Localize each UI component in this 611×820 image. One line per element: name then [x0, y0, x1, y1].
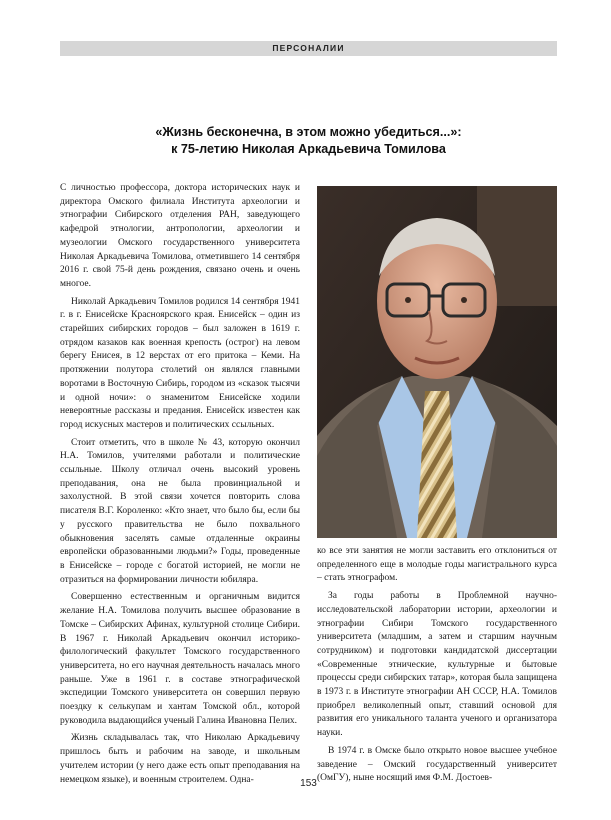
paragraph: В 1974 г. в Омске было открыто новое высшее учебное заведение – Омский государственный университет (ОмГУ), ныне носящий имя Ф.М. Достоев-	[317, 745, 557, 784]
paragraph: С личностью профессора, доктора исторических наук и директора Омского филиала Института археологии и этнографии Сибирского отделения РАН, заведующего кафедрой этнологии, антропологии, археологии и музеологии Омского государственного университета Николая Аркадьевича Томилова, отметившего 14 сентября 2016 г. свой 75-й день рождения, связано очень и очень многое.	[60, 183, 300, 289]
title-line-1: «Жизнь бесконечна, в этом можно убедиться...»:	[155, 125, 462, 139]
section-header: ПЕРСОНАЛИИ	[60, 41, 557, 56]
right-column	[317, 545, 557, 786]
left-column	[60, 182, 300, 787]
page-number: 153	[300, 778, 317, 789]
title-line-2: к 75-летию Николая Аркадьевича Томилова	[171, 142, 446, 156]
article-title	[60, 124, 557, 158]
paragraph: Совершенно естественным и органичным видится желание Н.А. Томилова получить высшее образование в Томске – Сибирских Афинах, культурной столице Сибири. В 1967 г. Николай Аркадьевич окончил историко-филологический факультет Томского государственного университета, но его научная деятельность началась много раньше. Уже в 1961 г. в составе этнографической экспедиции Томского университета он совершил первую поездку к селькупам и хантам Томской обл., которой руководила выдающийся ученый Галина Ивановна Пелих.	[60, 592, 300, 726]
paragraph: Стоит отметить, что в школе № 43, которую окончил Н.А. Томилов, учителями работали и политические ссыльные. Школу отличал очень высокий уровень преподавания, она не была провинциальной и захолустной. В этой связи хочется повторить слова писателя В.Г. Короленко: «Кто знает, что было бы, если бы у русского правительства не было похвального обыкновения заселять самые отдаленные окраины европейски образованными людьми?» Годы, проведенные в Енисейске – городе с богатой историей, не могли не отразиться на формировании личности юбиляра.	[60, 437, 300, 585]
paragraph: ко все эти занятия не могли заставить его отклониться от определенного еще в молодые годы магистрального курса – стать этнографом.	[317, 546, 557, 584]
paragraph: За годы работы в Проблемной научно-исследовательской лаборатории истории, археологии и этнографии Сибири Томского государственного университета (младшим, а затем и старшим научным сотрудником) и подготовки кандидатской диссертации «Современные этнические, культурные и бытовые процессы среди сибирских татар», которая была защищена в 1973 г. в Институте этнографии АН СССР, Н.А. Томилов приобрел великолепный опыт, ставший основой для развития его уникального таланта ученого и организатора науки.	[317, 591, 557, 739]
paragraph: Жизнь складывалась так, что Николаю Аркадьевичу пришлось быть и рабочим на заводе, и школьным учителем истории (у него даже есть опыт преподавания на немецком языке), и военным строителем. Одна-	[60, 733, 300, 785]
portrait-photo	[317, 186, 557, 538]
paragraph: Николай Аркадьевич Томилов родился 14 сентября 1941 г. в г. Енисейске Красноярского края. Енисейск – один из старейших сибирских городов – был заложен в 1619 г. отрядом казаков как военная крепость (острог) на левом берегу Енисея, в 12 верстах от его притока – Кеми. На протяжении полутора столетий он являлся главными воротами в Восточную Сибирь, городом из «сказок тысячи и одной ночи»: о знаменитом Енисейске ходили невероятные рассказы и предания. Енисейск известен как город искусных мастеров и политических ссыльных.	[60, 296, 300, 430]
